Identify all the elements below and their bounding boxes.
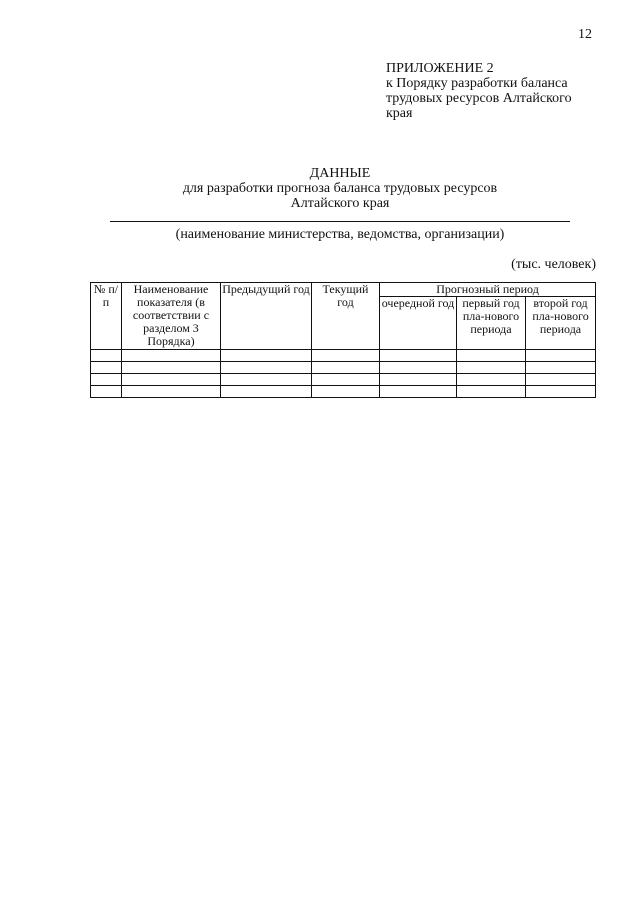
table-cell[interactable] — [457, 374, 526, 386]
header-forecast-period: Прогнозный период — [380, 283, 596, 297]
table-cell[interactable] — [91, 374, 122, 386]
table-cell[interactable] — [380, 386, 457, 398]
organization-name-line — [110, 221, 570, 222]
table-cell[interactable] — [312, 350, 380, 362]
table-cell[interactable] — [526, 386, 596, 398]
header-current-year: Текущий год — [312, 283, 380, 350]
header-number: № п/п — [91, 283, 122, 350]
table-row — [91, 374, 596, 386]
table-cell[interactable] — [380, 350, 457, 362]
table-header-row — [91, 283, 596, 297]
table-cell[interactable] — [122, 350, 221, 362]
appendix-line: края — [386, 106, 413, 121]
units-label: (тыс. человек) — [511, 257, 596, 272]
table-cell[interactable] — [526, 350, 596, 362]
table-row — [91, 362, 596, 374]
table-cell[interactable] — [122, 386, 221, 398]
document-title — [110, 166, 570, 211]
table-cell[interactable] — [91, 386, 122, 398]
table-cell[interactable] — [91, 350, 122, 362]
table-cell[interactable] — [380, 374, 457, 386]
table-cell[interactable] — [91, 362, 122, 374]
table-cell[interactable] — [457, 350, 526, 362]
table-cell[interactable] — [312, 362, 380, 374]
table-row — [91, 386, 596, 398]
header-indicator: Наименование показателя (в соответствии с разделом 3 Порядка) — [122, 283, 221, 350]
header-previous-year: Предыдущий год — [221, 283, 312, 350]
table-cell[interactable] — [380, 362, 457, 374]
table-cell[interactable] — [122, 374, 221, 386]
title-heading: ДАННЫЕ — [309, 166, 371, 181]
data-table — [90, 282, 596, 398]
title-subtitle: для разработки прогноза баланса трудовых ресурсов — [182, 181, 498, 196]
table-cell[interactable] — [221, 350, 312, 362]
table-cell[interactable] — [312, 386, 380, 398]
table-cell[interactable] — [457, 362, 526, 374]
appendix-line: ПРИЛОЖЕНИЕ 2 — [386, 61, 494, 76]
title-region: Алтайского края — [290, 196, 390, 211]
header-first-plan-year: первый год пла-нового периода — [457, 297, 526, 350]
table-cell[interactable] — [526, 362, 596, 374]
appendix-block — [386, 61, 596, 121]
table-cell[interactable] — [221, 386, 312, 398]
appendix-line: трудовых ресурсов Алтайского — [386, 91, 572, 106]
table-cell[interactable] — [122, 362, 221, 374]
table-cell[interactable] — [312, 374, 380, 386]
table-cell[interactable] — [457, 386, 526, 398]
appendix-line: к Порядку разработки баланса — [386, 76, 568, 91]
organization-caption: (наименование министерства, ведомства, организации) — [175, 227, 505, 242]
table-cell[interactable] — [221, 362, 312, 374]
table-cell[interactable] — [221, 374, 312, 386]
table-cell[interactable] — [526, 374, 596, 386]
page-number: 12 — [578, 27, 592, 42]
table-row — [91, 350, 596, 362]
header-second-plan-year: второй год пла-нового периода — [526, 297, 596, 350]
header-next-year: очередной год — [380, 297, 457, 350]
